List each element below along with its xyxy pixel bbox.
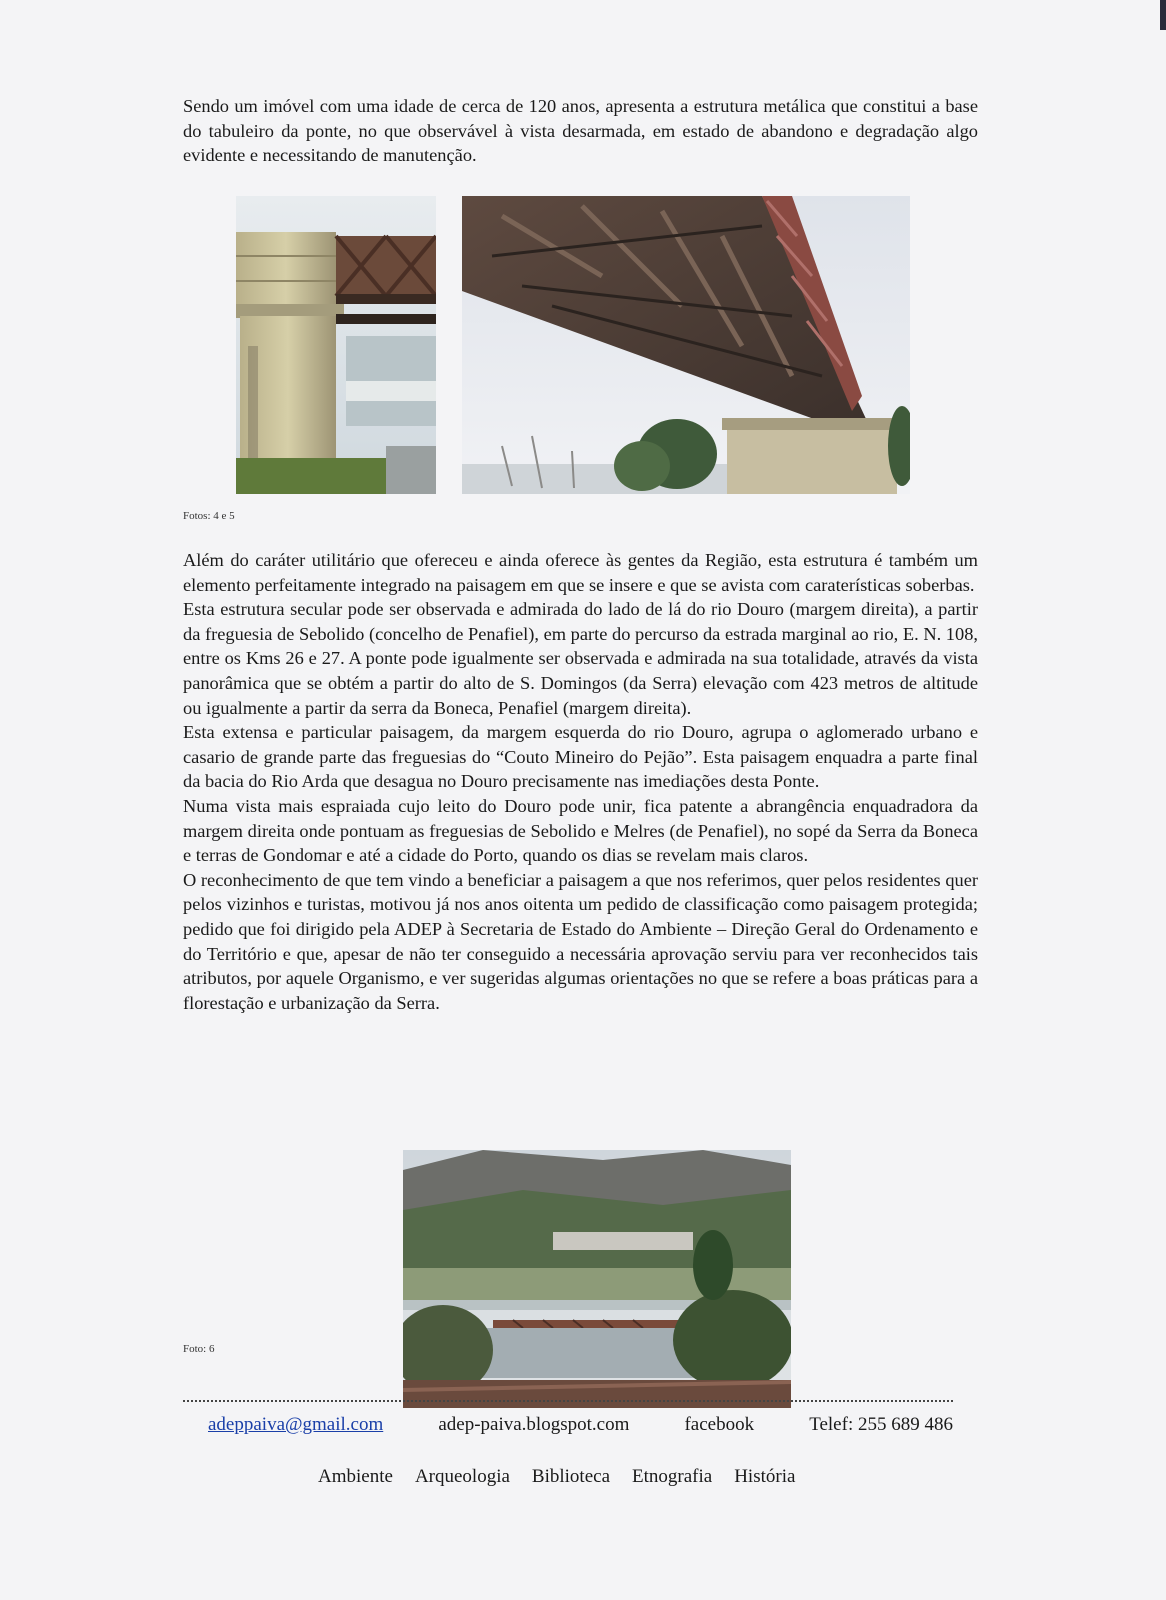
footer-contacts [208, 1414, 953, 1436]
phone-number: Telef: 255 689 486 [809, 1414, 953, 1435]
footer-divider [183, 1400, 953, 1402]
paragraph: O reconhecimento de que tem vindo a beneficiar a paisagem a que nos referimos, quer pelos residentes quer pelos vizinhos e turistas, motivou já nos anos oitenta um pedido de classificação como paisagem protegida; pedido que foi dirigido pela ADEP à Secretaria de Estado do Ambiente – Direção Geral do Ordenamento e do Território e que, apesar de não ter conseguido a necessária aprovação serviu para ver reconhecidos tais atributos, por aquele Organismo, e ver sugeridas algumas orientações no que se refere a boas práticas para a florestação e urbanização da Serra. [183, 869, 978, 1013]
paragraph: Numa vista mais espraiada cujo leito do Douro pode unir, fica patente a abrangência enquadradora da margem direita onde pontuam as freguesias de Sebolido e Melres (de Penafiel), no sopé da Serra da Boneca e terras de Gondomar e até a cidade do Porto, quando os dias se revelam mais claros. [183, 795, 978, 866]
topic-item: Biblioteca [531, 1466, 611, 1487]
caption-photo-6: Foto: 6 [183, 1343, 215, 1355]
topics-list [318, 1466, 795, 1488]
email-link[interactable]: adeppaiva@gmail.com [208, 1414, 384, 1435]
topic-item: Arqueologia [414, 1466, 510, 1487]
topic-item: Ambiente [318, 1466, 393, 1487]
paragraph: Esta extensa e particular paisagem, da margem esquerda do rio Douro, agrupa o aglomerado urbano e casario de grande parte das freguesias do “Couto Mineiro do Pejão”. Esta paisagem enquadra a parte final da bacia do Rio Arda que desagua no Douro precisamente nas imediações desta Ponte. [183, 722, 978, 792]
topic-item: Etnografia [632, 1466, 713, 1487]
intro-paragraph: Sendo um imóvel com uma idade de cerca de 120 anos, apresenta a estrutura metálica que constitui a base do tabuleiro da ponte, no que observável à vista desarmada, em estado de abandono e degradação algo evidente e necessitando de manutenção. [183, 96, 978, 166]
scan-edge-mark [1160, 0, 1166, 30]
body-text [183, 548, 978, 1015]
photo-bridge-pier [236, 196, 436, 494]
topic-item: História [734, 1466, 796, 1487]
paragraph: Esta estrutura secular pode ser observada e admirada do lado de lá do rio Douro (margem direita), a partir da freguesia de Sebolido (concelho de Penafiel), em parte do percurso da estrada marginal ao rio, E. N. 108, entre os Kms 26 e 27. A ponte pode igualmente ser observada e admirada na sua totalidade, através da vista panorâmica que se obtém a partir do alto de S. Domingos (da Serra) elevação com 423 metros de altitude ou igualmente a partir da serra da Boneca, Penafiel (margem direita). [183, 599, 978, 718]
photo-bridge-underside [462, 196, 910, 494]
photo-landscape [403, 1150, 791, 1408]
blog-link[interactable]: adep-paiva.blogspot.com [438, 1414, 630, 1435]
caption-photos-4-5: Fotos: 4 e 5 [183, 510, 235, 522]
paragraph: Além do caráter utilitário que ofereceu e ainda oferece às gentes da Região, esta estrutura é também um elemento perfeitamente integrado na paisagem em que se insere e que se avista com caraterísticas soberbas. [183, 550, 978, 595]
facebook-link[interactable]: facebook [684, 1414, 755, 1435]
